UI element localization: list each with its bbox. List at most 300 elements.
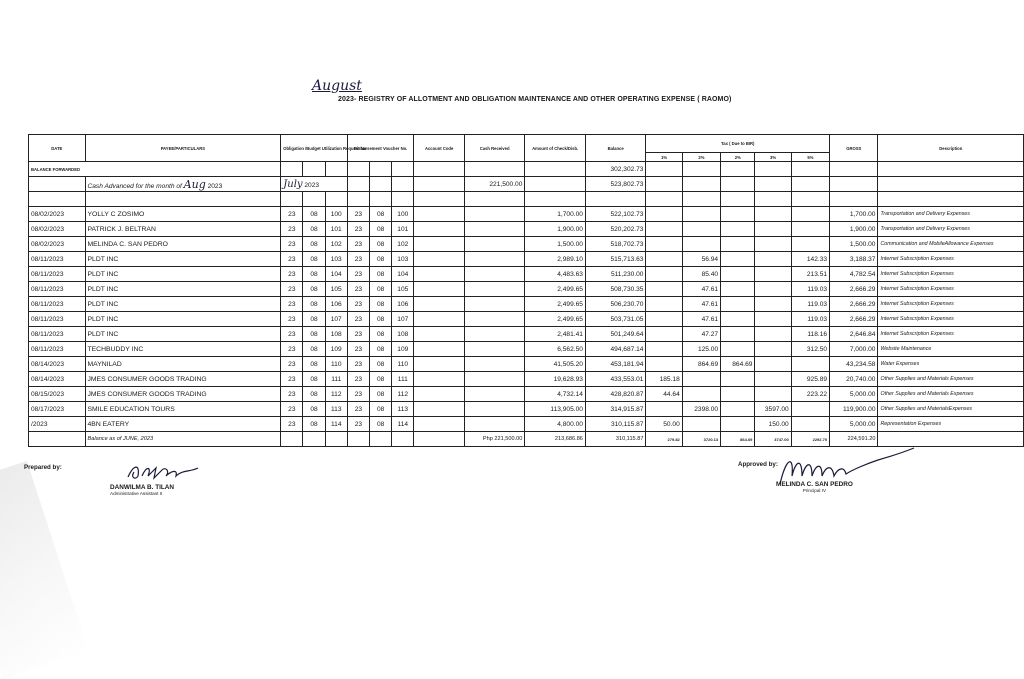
tax-rate-header: 2% — [682, 153, 720, 162]
description-cell: Website Maintenance — [878, 342, 1024, 357]
amount-cell: 2,499.65 — [525, 312, 586, 327]
totals-cash-received: Php 221,500.00 — [464, 432, 525, 447]
cash-advance-received: 221,500.00 — [464, 177, 525, 192]
gross-cell: 5,000.00 — [830, 417, 878, 432]
voucher-month-cell: 08 — [370, 267, 392, 282]
col-header-disbursement: Disbursement Voucher No. — [347, 135, 414, 162]
obligation-month-cell: 08 — [303, 267, 325, 282]
col-header-amount: Amount of Check/Disb. — [525, 135, 586, 162]
tax-3pct-cell — [755, 387, 791, 402]
col-header-balance: Balance — [585, 135, 646, 162]
obligation-number-cell: 111 — [325, 372, 347, 387]
gross-cell: 1,700.00 — [830, 207, 878, 222]
voucher-year-cell: 23 — [347, 402, 369, 417]
voucher-month-cell: 08 — [370, 327, 392, 342]
obligation-number-cell: 112 — [325, 387, 347, 402]
amount-cell: 1,900.00 — [525, 222, 586, 237]
table-row — [29, 342, 1024, 357]
account-code-cell — [414, 402, 464, 417]
balance-cell: 453,181.94 — [585, 357, 646, 372]
voucher-month-cell: 08 — [370, 387, 392, 402]
date-cell: 08/11/2023 — [29, 282, 86, 297]
cash-advance-balance: 523,802.73 — [585, 177, 646, 192]
voucher-month-cell: 08 — [370, 297, 392, 312]
cash-advance-ref-cell — [281, 177, 348, 192]
gross-cell: 3,188.37 — [830, 252, 878, 267]
voucher-month-cell: 08 — [370, 372, 392, 387]
totals-tax: 864.69 — [721, 432, 755, 447]
tax-2pct-b-cell — [721, 267, 755, 282]
tax-5pct-cell — [791, 237, 829, 252]
amount-cell: 41,505.20 — [525, 357, 586, 372]
tax-3pct-cell — [755, 207, 791, 222]
tax-3pct-cell — [755, 297, 791, 312]
voucher-month-cell: 08 — [370, 417, 392, 432]
obligation-number-cell: 105 — [325, 282, 347, 297]
amount-cell: 6,562.50 — [525, 342, 586, 357]
tax-1pct-cell — [646, 222, 682, 237]
voucher-year-cell: 23 — [347, 282, 369, 297]
tax-3pct-cell — [755, 312, 791, 327]
balance-cell: 518,702.73 — [585, 237, 646, 252]
tax-2pct-b-cell — [721, 387, 755, 402]
voucher-number-cell: 108 — [392, 327, 414, 342]
obligation-year-cell: 23 — [281, 417, 303, 432]
balance-cell: 522,102.73 — [585, 207, 646, 222]
voucher-year-cell: 23 — [347, 237, 369, 252]
table-row — [29, 357, 1024, 372]
tax-3pct-cell — [755, 342, 791, 357]
cash-received-cell — [464, 372, 525, 387]
tax-2pct-b-cell — [721, 252, 755, 267]
tax-1pct-cell — [646, 297, 682, 312]
obligation-year-cell: 23 — [281, 327, 303, 342]
balance-cell: 428,820.87 — [585, 387, 646, 402]
col-header-obligation: Obligation /Budget Utilization Request No — [281, 135, 348, 162]
cash-advance-month: Aug — [183, 177, 206, 191]
description-cell: Other Supplies and Materials Expenses — [878, 372, 1024, 387]
voucher-year-cell: 23 — [347, 387, 369, 402]
description-cell: Transportation and Delivery Expenses — [878, 207, 1024, 222]
obligation-month-cell: 08 — [303, 387, 325, 402]
obligation-month-cell: 08 — [303, 222, 325, 237]
cash-advance-row — [29, 177, 1024, 192]
tax-1pct-cell — [646, 342, 682, 357]
tax-5pct-cell: 925.89 — [791, 372, 829, 387]
voucher-month-cell: 08 — [370, 342, 392, 357]
prepared-by-title: Administrative Assistant II — [110, 491, 163, 496]
account-code-cell — [414, 342, 464, 357]
balance-cell: 508,730.35 — [585, 282, 646, 297]
date-cell: 08/14/2023 — [29, 372, 86, 387]
table-row — [29, 312, 1024, 327]
amount-cell: 2,481.41 — [525, 327, 586, 342]
amount-cell: 1,500.00 — [525, 237, 586, 252]
gross-cell: 5,000.00 — [830, 387, 878, 402]
obligation-month-cell: 08 — [303, 207, 325, 222]
cash-received-cell — [464, 297, 525, 312]
tax-2pct-cell: 47.27 — [682, 327, 720, 342]
obligation-month-cell: 08 — [303, 417, 325, 432]
voucher-month-cell: 08 — [370, 357, 392, 372]
date-cell: 08/11/2023 — [29, 312, 86, 327]
tax-5pct-cell: 312.50 — [791, 342, 829, 357]
tax-5pct-cell: 119.03 — [791, 297, 829, 312]
tax-3pct-cell: 150.00 — [755, 417, 791, 432]
tax-2pct-cell: 47.61 — [682, 312, 720, 327]
obligation-number-cell: 109 — [325, 342, 347, 357]
totals-tax: 279.82 — [646, 432, 682, 447]
payee-cell: JMES CONSUMER GOODS TRADING — [85, 387, 281, 402]
table-header-row — [29, 135, 1024, 153]
voucher-year-cell: 23 — [347, 342, 369, 357]
handwritten-month: August — [312, 78, 362, 94]
approved-by-title: Principal IV — [802, 488, 827, 493]
tax-5pct-cell — [791, 402, 829, 417]
amount-cell: 4,732.14 — [525, 387, 586, 402]
tax-1pct-cell — [646, 327, 682, 342]
tax-2pct-b-cell — [721, 342, 755, 357]
amount-cell: 113,905.00 — [525, 402, 586, 417]
account-code-cell — [414, 327, 464, 342]
obligation-month-cell: 08 — [303, 372, 325, 387]
gross-cell: 2,646.84 — [830, 327, 878, 342]
tax-2pct-b-cell — [721, 417, 755, 432]
voucher-year-cell: 23 — [347, 327, 369, 342]
voucher-number-cell: 114 — [392, 417, 414, 432]
balance-forwarded-label: BALANCE FORWARDED — [29, 162, 281, 177]
cash-received-cell — [464, 342, 525, 357]
payee-cell: 4BN EATERY — [85, 417, 281, 432]
tax-5pct-cell — [791, 222, 829, 237]
table-row — [29, 372, 1024, 387]
balance-cell: 501,249.64 — [585, 327, 646, 342]
tax-2pct-cell: 47.61 — [682, 297, 720, 312]
tax-3pct-cell — [755, 282, 791, 297]
tax-rate-header: 3% — [755, 153, 791, 162]
totals-tax: 2292.70 — [791, 432, 829, 447]
description-cell: Representation Expenses — [878, 417, 1024, 432]
cash-received-cell — [464, 282, 525, 297]
description-cell: Communication and MobileAllowance Expenses — [878, 237, 1024, 252]
prepared-by-block — [110, 484, 174, 496]
amount-cell: 2,989.10 — [525, 252, 586, 267]
totals-balance: 310,115.87 — [585, 432, 646, 447]
tax-1pct-cell — [646, 237, 682, 252]
tax-2pct-b-cell — [721, 297, 755, 312]
tax-5pct-cell — [791, 357, 829, 372]
obligation-year-cell: 23 — [281, 297, 303, 312]
tax-2pct-b-cell — [721, 222, 755, 237]
tax-3pct-cell — [755, 267, 791, 282]
date-cell: 08/14/2023 — [29, 357, 86, 372]
paper-edge-shadow — [0, 461, 89, 679]
obligation-number-cell: 107 — [325, 312, 347, 327]
voucher-month-cell: 08 — [370, 282, 392, 297]
amount-cell: 1,700.00 — [525, 207, 586, 222]
blank-row — [29, 192, 1024, 207]
table-row — [29, 252, 1024, 267]
voucher-year-cell: 23 — [347, 267, 369, 282]
payee-cell: YOLLY C ZOSIMO — [85, 207, 281, 222]
gross-cell: 1,900.00 — [830, 222, 878, 237]
description-cell: Water Expenses — [878, 357, 1024, 372]
cash-received-cell — [464, 252, 525, 267]
col-header-cash-received: Cash Received — [464, 135, 525, 162]
obligation-year-cell: 23 — [281, 342, 303, 357]
tax-2pct-cell: 85.40 — [682, 267, 720, 282]
cash-received-cell — [464, 402, 525, 417]
date-cell: 08/15/2023 — [29, 387, 86, 402]
obligation-month-cell: 08 — [303, 297, 325, 312]
gross-cell: 2,666.29 — [830, 282, 878, 297]
table-row — [29, 402, 1024, 417]
voucher-month-cell: 08 — [370, 207, 392, 222]
gross-cell: 2,666.29 — [830, 312, 878, 327]
voucher-year-cell: 23 — [347, 357, 369, 372]
balance-cell: 511,230.00 — [585, 267, 646, 282]
obligation-number-cell: 104 — [325, 267, 347, 282]
obligation-month-cell: 08 — [303, 282, 325, 297]
description-cell: Transportation and Delivery Expenses — [878, 222, 1024, 237]
amount-cell: 4,800.00 — [525, 417, 586, 432]
tax-2pct-b-cell — [721, 237, 755, 252]
obligation-month-cell: 08 — [303, 357, 325, 372]
cash-advance-year: 2023 — [207, 182, 223, 190]
tax-rate-header: 2% — [721, 153, 755, 162]
voucher-number-cell: 110 — [392, 357, 414, 372]
totals-gross: 224,591.20 — [830, 432, 878, 447]
account-code-cell — [414, 267, 464, 282]
account-code-cell — [414, 237, 464, 252]
date-cell: 08/11/2023 — [29, 297, 86, 312]
cash-received-cell — [464, 207, 525, 222]
voucher-number-cell: 113 — [392, 402, 414, 417]
tax-1pct-cell: 50.00 — [646, 417, 682, 432]
col-header-description: Description — [878, 135, 1024, 162]
gross-cell: 4,782.54 — [830, 267, 878, 282]
prepared-by-label: Prepared by: — [24, 464, 62, 471]
table-row — [29, 297, 1024, 312]
tax-2pct-cell — [682, 372, 720, 387]
tax-1pct-cell — [646, 357, 682, 372]
balance-cell: 433,553.01 — [585, 372, 646, 387]
obligation-year-cell: 23 — [281, 237, 303, 252]
balance-cell: 515,713.63 — [585, 252, 646, 267]
tax-3pct-cell — [755, 327, 791, 342]
payee-cell: JMES CONSUMER GOODS TRADING — [85, 372, 281, 387]
balance-cell: 520,202.73 — [585, 222, 646, 237]
date-cell: 08/02/2023 — [29, 222, 86, 237]
tax-5pct-cell — [791, 417, 829, 432]
obligation-number-cell: 101 — [325, 222, 347, 237]
tax-rate-header: 1% — [646, 153, 682, 162]
payee-cell: MAYNILAD — [85, 357, 281, 372]
voucher-number-cell: 111 — [392, 372, 414, 387]
obligation-year-cell: 23 — [281, 207, 303, 222]
tax-1pct-cell — [646, 252, 682, 267]
account-code-cell — [414, 282, 464, 297]
voucher-year-cell: 23 — [347, 297, 369, 312]
tax-5pct-cell — [791, 207, 829, 222]
account-code-cell — [414, 222, 464, 237]
obligation-month-cell: 08 — [303, 237, 325, 252]
balance-cell: 506,230.70 — [585, 297, 646, 312]
cash-received-cell — [464, 312, 525, 327]
tax-1pct-cell — [646, 267, 682, 282]
tax-5pct-cell: 223.22 — [791, 387, 829, 402]
totals-amount: 213,686.86 — [525, 432, 586, 447]
voucher-year-cell: 23 — [347, 252, 369, 267]
col-header-tax: Tax ( Due to BIR) — [646, 135, 830, 153]
tax-2pct-b-cell — [721, 312, 755, 327]
payee-cell: SMILE EDUCATION TOURS — [85, 402, 281, 417]
tax-3pct-cell — [755, 357, 791, 372]
voucher-year-cell: 23 — [347, 222, 369, 237]
amount-cell: 4,483.63 — [525, 267, 586, 282]
balance-forwarded-row — [29, 162, 1024, 177]
tax-5pct-cell: 213.51 — [791, 267, 829, 282]
account-code-cell — [414, 312, 464, 327]
obligation-month-cell: 08 — [303, 402, 325, 417]
col-header-gross: GROSS — [830, 135, 878, 162]
obligation-year-cell: 23 — [281, 372, 303, 387]
tax-2pct-cell: 2398.00 — [682, 402, 720, 417]
account-code-cell — [414, 297, 464, 312]
obligation-year-cell: 23 — [281, 387, 303, 402]
tax-1pct-cell: 185.18 — [646, 372, 682, 387]
obligation-year-cell: 23 — [281, 402, 303, 417]
date-cell: /2023 — [29, 417, 86, 432]
voucher-number-cell: 107 — [392, 312, 414, 327]
balance-cell: 310,115.87 — [585, 417, 646, 432]
payee-cell: PLDT INC — [85, 252, 281, 267]
tax-2pct-b-cell — [721, 402, 755, 417]
tax-1pct-cell — [646, 312, 682, 327]
obligation-year-cell: 23 — [281, 312, 303, 327]
voucher-number-cell: 106 — [392, 297, 414, 312]
voucher-number-cell: 101 — [392, 222, 414, 237]
tax-5pct-cell: 118.16 — [791, 327, 829, 342]
date-cell: 08/02/2023 — [29, 237, 86, 252]
tax-2pct-cell: 864.69 — [682, 357, 720, 372]
cash-advance-text: Cash Advanced for the month of — [87, 182, 182, 190]
approved-by-name: MELINDA C. SAN PEDRO — [776, 481, 853, 488]
account-code-cell — [414, 372, 464, 387]
obligation-year-cell: 23 — [281, 252, 303, 267]
approved-by-label: Approved by: — [738, 461, 778, 468]
cash-received-cell — [464, 237, 525, 252]
obligation-month-cell: 08 — [303, 327, 325, 342]
obligation-month-cell: 08 — [303, 342, 325, 357]
cash-advance-cell — [85, 177, 281, 192]
tax-1pct-cell — [646, 282, 682, 297]
balance-forwarded-value: 302,302.73 — [585, 162, 646, 177]
cash-received-cell — [464, 222, 525, 237]
gross-cell: 7,000.00 — [830, 342, 878, 357]
description-cell: Internet Subscription Expenses — [878, 252, 1024, 267]
payee-cell: MELINDA C. SAN PEDRO — [85, 237, 281, 252]
table-row — [29, 207, 1024, 222]
description-cell: Internet Subscription Expenses — [878, 312, 1024, 327]
obligation-year-cell: 23 — [281, 267, 303, 282]
description-cell: Internet Subscription Expenses — [878, 267, 1024, 282]
table-row — [29, 387, 1024, 402]
payee-cell: PLDT INC — [85, 297, 281, 312]
account-code-cell — [414, 357, 464, 372]
tax-2pct-b-cell — [721, 282, 755, 297]
cash-received-cell — [464, 387, 525, 402]
payee-cell: PATRICK J. BELTRAN — [85, 222, 281, 237]
payee-cell: PLDT INC — [85, 267, 281, 282]
table-row — [29, 222, 1024, 237]
tax-3pct-cell — [755, 372, 791, 387]
date-cell: 08/11/2023 — [29, 327, 86, 342]
totals-tax: 3720.13 — [682, 432, 720, 447]
prepared-by-name: DANWILMA B. TILAN — [110, 484, 175, 491]
cash-received-cell — [464, 417, 525, 432]
amount-cell: 19,628.93 — [525, 372, 586, 387]
description-cell: Internet Subscription Expenses — [878, 327, 1024, 342]
obligation-number-cell: 110 — [325, 357, 347, 372]
tax-2pct-cell — [682, 387, 720, 402]
tax-2pct-cell: 47.61 — [682, 282, 720, 297]
gross-cell: 43,234.58 — [830, 357, 878, 372]
table-row — [29, 417, 1024, 432]
payee-cell: PLDT INC — [85, 312, 281, 327]
tax-1pct-cell — [646, 402, 682, 417]
voucher-year-cell: 23 — [347, 372, 369, 387]
tax-3pct-cell — [755, 237, 791, 252]
tax-2pct-b-cell — [721, 372, 755, 387]
tax-2pct-cell: 125.00 — [682, 342, 720, 357]
obligation-year-cell: 23 — [281, 282, 303, 297]
balance-cell: 314,915.87 — [585, 402, 646, 417]
gross-cell: 119,900.00 — [830, 402, 878, 417]
tax-2pct-cell — [682, 237, 720, 252]
voucher-number-cell: 112 — [392, 387, 414, 402]
totals-row — [29, 432, 1024, 447]
registry-table — [28, 134, 1024, 447]
obligation-number-cell: 108 — [325, 327, 347, 342]
voucher-year-cell: 23 — [347, 417, 369, 432]
date-cell: 08/02/2023 — [29, 207, 86, 222]
tax-3pct-cell — [755, 252, 791, 267]
approved-by-block — [776, 481, 853, 493]
tax-1pct-cell — [646, 207, 682, 222]
cash-advance-ref-year: 2023 — [304, 181, 320, 189]
tax-2pct-cell: 56.94 — [682, 252, 720, 267]
obligation-year-cell: 23 — [281, 357, 303, 372]
description-cell: Other Supplies and Materials Expenses — [878, 387, 1024, 402]
description-cell: Other Supplies and MaterialsExpenses — [878, 402, 1024, 417]
obligation-month-cell: 08 — [303, 252, 325, 267]
obligation-number-cell: 113 — [325, 402, 347, 417]
voucher-year-cell: 23 — [347, 312, 369, 327]
payee-cell: PLDT INC — [85, 327, 281, 342]
table-row — [29, 282, 1024, 297]
totals-tax: 3747.00 — [755, 432, 791, 447]
voucher-month-cell: 08 — [370, 312, 392, 327]
table-row — [29, 237, 1024, 252]
balance-cell: 494,687.14 — [585, 342, 646, 357]
tax-2pct-cell — [682, 207, 720, 222]
totals-label: Balance as of JUNE, 2023 — [85, 432, 281, 447]
gross-cell: 1,500.00 — [830, 237, 878, 252]
voucher-number-cell: 104 — [392, 267, 414, 282]
cash-received-cell — [464, 267, 525, 282]
tax-2pct-b-cell: 864.69 — [721, 357, 755, 372]
